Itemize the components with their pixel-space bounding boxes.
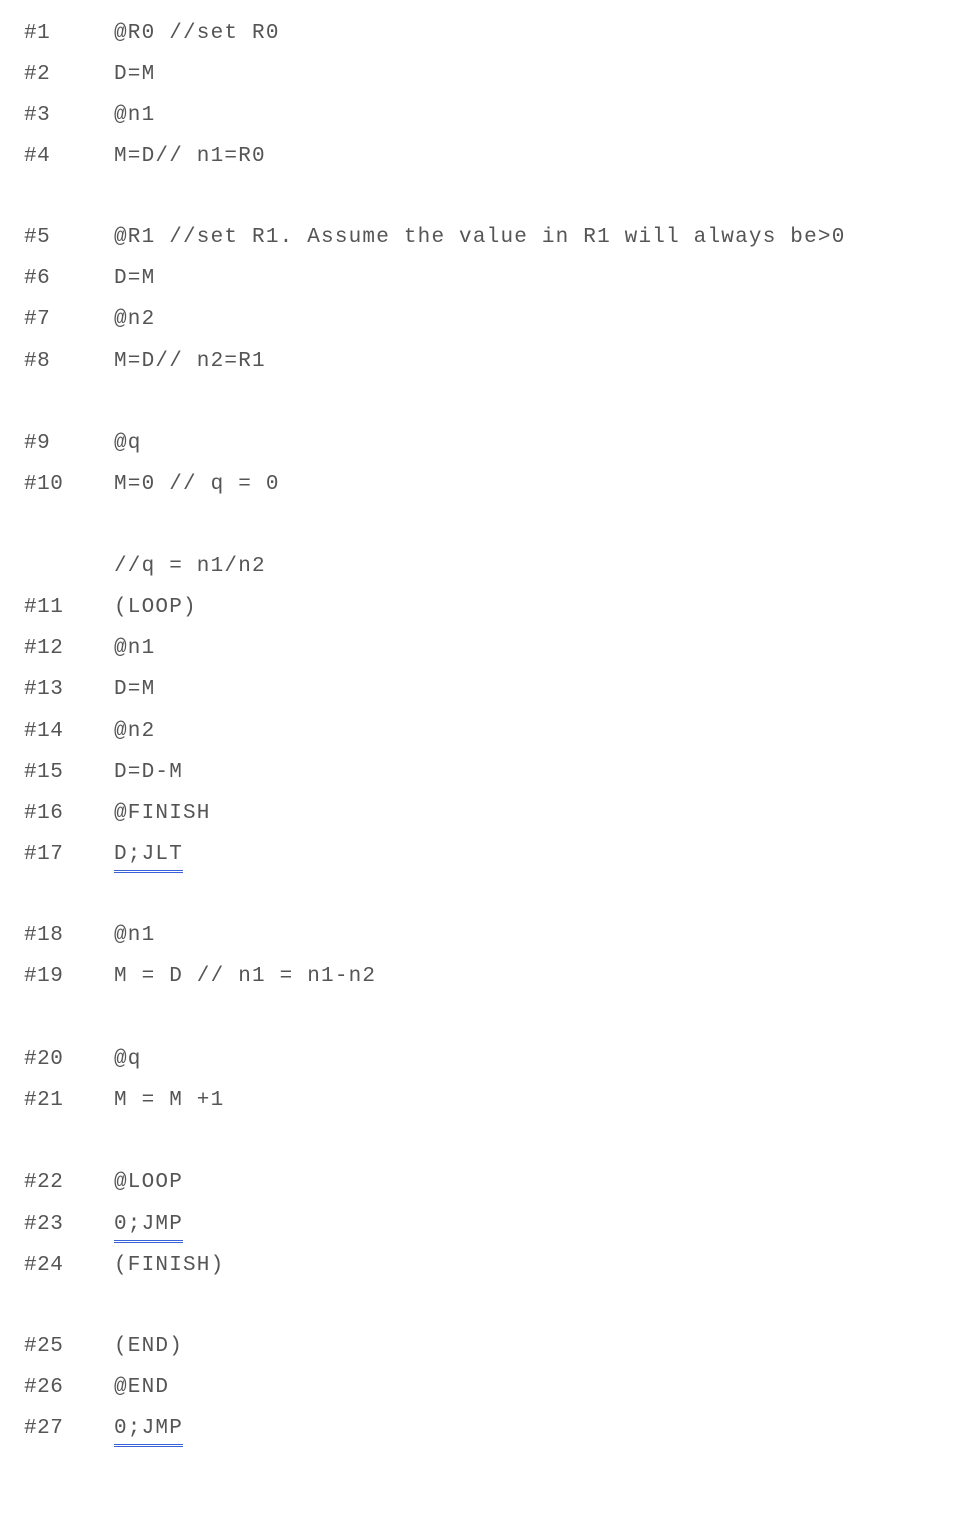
line-number: #14 bbox=[24, 720, 64, 743]
code-line bbox=[0, 223, 846, 253]
line-number: #2 bbox=[24, 63, 51, 86]
code-text: D=M bbox=[114, 678, 156, 701]
code-text: M = M +1 bbox=[114, 1089, 225, 1112]
code-line bbox=[0, 142, 266, 172]
code-line bbox=[0, 840, 184, 870]
line-number: #1 bbox=[24, 22, 51, 45]
code-line bbox=[0, 921, 156, 951]
code-line bbox=[0, 717, 156, 747]
code-text: @R1 //set R1. Assume the value in R1 will always be>0 bbox=[114, 226, 846, 249]
code-text: @n1 bbox=[114, 924, 156, 947]
code-line bbox=[0, 347, 266, 377]
code-line bbox=[0, 552, 266, 582]
code-text: D=M bbox=[114, 63, 156, 86]
code-line bbox=[0, 799, 211, 829]
line-number: #4 bbox=[24, 145, 51, 168]
code-line bbox=[0, 305, 156, 335]
code-line bbox=[0, 962, 377, 992]
code-text: @END bbox=[114, 1376, 170, 1399]
line-number: #12 bbox=[24, 637, 64, 660]
code-line bbox=[0, 675, 156, 705]
code-text-flagged: 0;JMP bbox=[114, 1414, 183, 1447]
code-line bbox=[0, 19, 280, 49]
line-number: #21 bbox=[24, 1089, 64, 1112]
line-number: #9 bbox=[24, 432, 51, 455]
line-number: #15 bbox=[24, 761, 64, 784]
code-text: (FINISH) bbox=[114, 1254, 225, 1277]
code-text: @R0 //set R0 bbox=[114, 22, 280, 45]
line-number: #7 bbox=[24, 308, 51, 331]
code-line bbox=[0, 758, 184, 788]
line-number: #16 bbox=[24, 802, 64, 825]
line-number: #6 bbox=[24, 267, 51, 290]
line-number: #23 bbox=[24, 1213, 64, 1236]
code-line bbox=[0, 60, 156, 90]
code-line bbox=[0, 593, 197, 623]
line-number: #5 bbox=[24, 226, 51, 249]
line-number: #10 bbox=[24, 473, 64, 496]
code-text: M=D// n1=R0 bbox=[114, 145, 266, 168]
code-line bbox=[0, 634, 156, 664]
line-number: #22 bbox=[24, 1171, 64, 1194]
line-number: #27 bbox=[24, 1417, 64, 1440]
code-line bbox=[0, 264, 156, 294]
line-number: #24 bbox=[24, 1254, 64, 1277]
code-text: @FINISH bbox=[114, 802, 211, 825]
code-text: @n1 bbox=[114, 637, 156, 660]
line-number: #17 bbox=[24, 843, 64, 866]
code-text-flagged: 0;JMP bbox=[114, 1210, 183, 1243]
code-text: D=D-M bbox=[114, 761, 184, 784]
code-line bbox=[0, 101, 156, 131]
code-text: @q bbox=[114, 432, 142, 455]
code-line bbox=[0, 1086, 225, 1116]
code-text: D=M bbox=[114, 267, 156, 290]
line-number: #11 bbox=[24, 596, 64, 619]
code-text: (END) bbox=[114, 1335, 184, 1358]
code-line bbox=[0, 1332, 184, 1362]
line-number: #8 bbox=[24, 350, 51, 373]
code-text: @n2 bbox=[114, 308, 156, 331]
code-text: @q bbox=[114, 1048, 142, 1071]
code-line bbox=[0, 1373, 170, 1403]
line-number: #13 bbox=[24, 678, 64, 701]
code-text: @n2 bbox=[114, 720, 156, 743]
line-number: #18 bbox=[24, 924, 64, 947]
code-line bbox=[0, 429, 142, 459]
code-line bbox=[0, 1168, 184, 1198]
code-text: M=0 // q = 0 bbox=[114, 473, 280, 496]
code-text: (LOOP) bbox=[114, 596, 197, 619]
code-text: @n1 bbox=[114, 104, 156, 127]
code-text: @LOOP bbox=[114, 1171, 184, 1194]
code-line bbox=[0, 1414, 184, 1444]
line-number: #20 bbox=[24, 1048, 64, 1071]
code-line bbox=[0, 1251, 225, 1281]
line-number: #3 bbox=[24, 104, 51, 127]
code-text: M=D// n2=R1 bbox=[114, 350, 266, 373]
code-line bbox=[0, 1210, 184, 1240]
line-number: #26 bbox=[24, 1376, 64, 1399]
line-number: #19 bbox=[24, 965, 64, 988]
line-number: #25 bbox=[24, 1335, 64, 1358]
code-text: //q = n1/n2 bbox=[114, 555, 266, 578]
code-line bbox=[0, 470, 280, 500]
code-line bbox=[0, 1045, 142, 1075]
code-text-flagged: D;JLT bbox=[114, 840, 183, 873]
code-text: M = D // n1 = n1-n2 bbox=[114, 965, 377, 988]
